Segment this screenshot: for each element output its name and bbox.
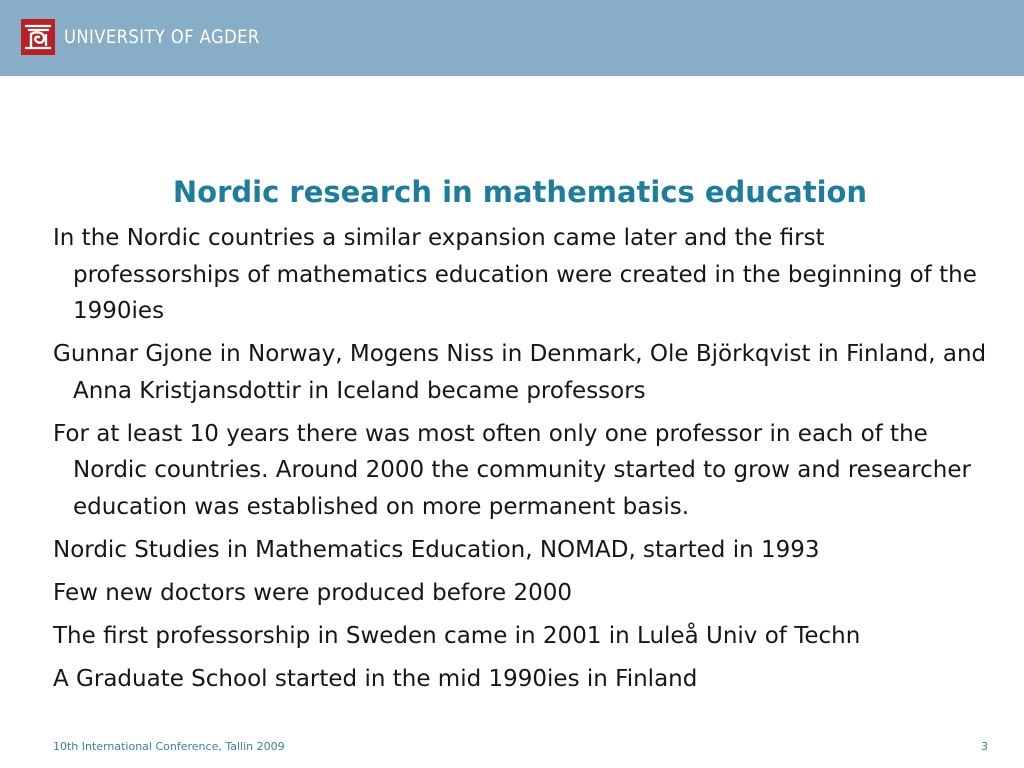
bullet-item: In the Nordic countries a similar expansion came later and the first professorships of mathematics education were created in the beginning of the 1990ies xyxy=(53,225,977,324)
university-logo xyxy=(21,18,292,56)
bullet-item: Gunnar Gjone in Norway, Mogens Niss in Denmark, Ole Björkqvist in Finland, and Anna Kristjansdottir in Iceland became professors xyxy=(53,341,987,404)
bullet-item: For at least 10 years there was most often only one professor in each of the Nordic countries. Around 2000 the community started to grow and researcher education was established on more permanent basis. xyxy=(53,420,971,520)
slide-page-number: 3 xyxy=(981,740,988,753)
bullet-item: Nordic Studies in Mathematics Education, NOMAD, started in 1993 xyxy=(53,536,820,563)
slide-title: Nordic research in mathematics education xyxy=(172,175,868,210)
institution-name: UNIVERSITY OF AGDER xyxy=(64,26,260,48)
conference-footer: 10th International Conference, Tallin 2009 xyxy=(53,740,285,753)
bullet-item: The first professorship in Sweden came in 2001 in Luleå Univ of Techn xyxy=(53,622,861,649)
bullet-item: Few new doctors were produced before 2000 xyxy=(53,579,572,606)
bullet-item: A Graduate School started in the mid 1990ies in Finland xyxy=(53,665,698,692)
bullet-list xyxy=(53,220,998,704)
university-emblem-icon xyxy=(21,19,55,55)
header-band xyxy=(0,0,1024,76)
